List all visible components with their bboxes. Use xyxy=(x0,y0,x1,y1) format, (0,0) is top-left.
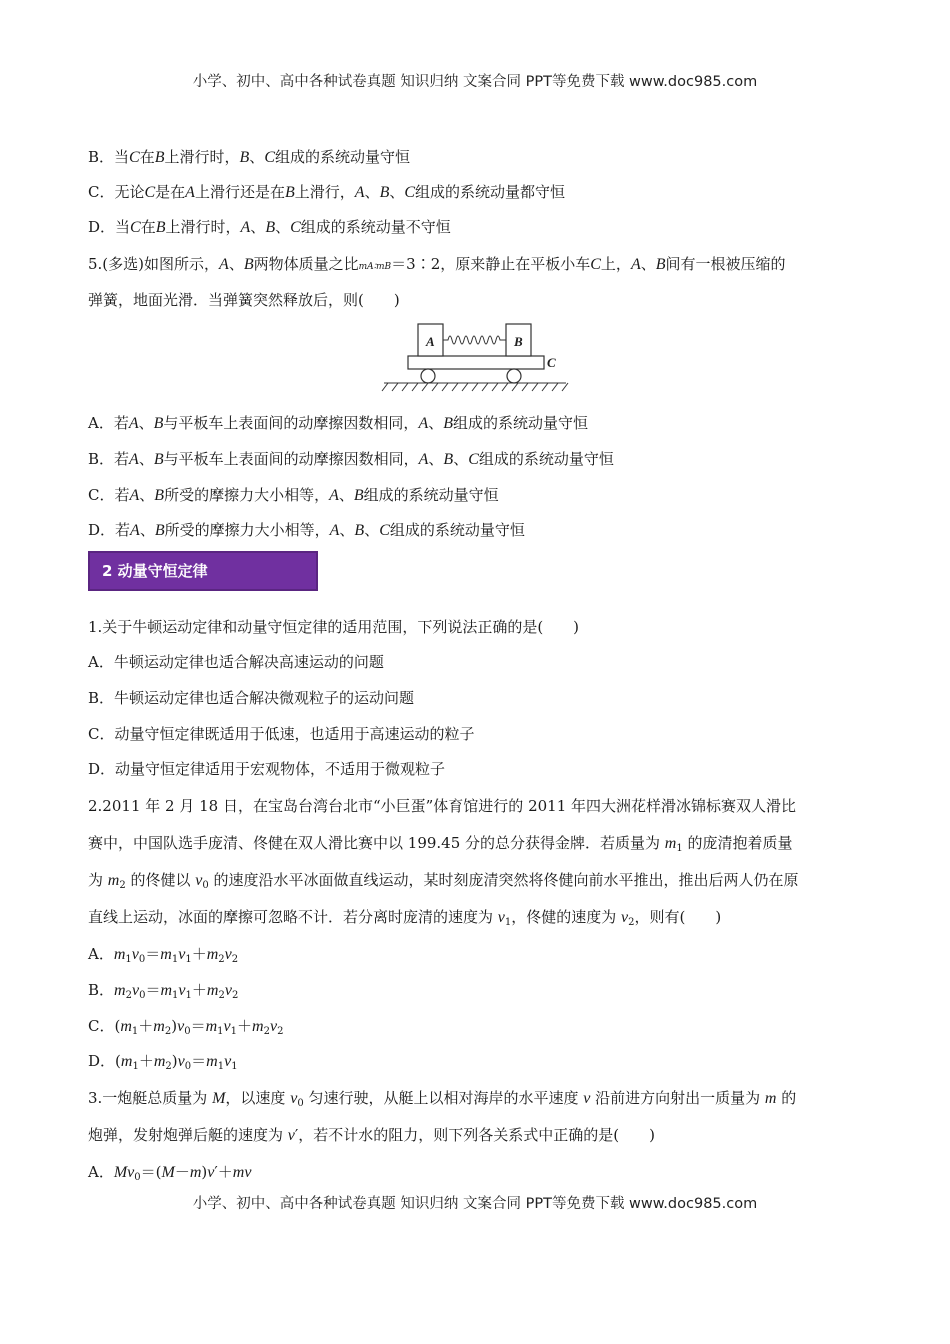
s2q2-line2: 赛中，中国队选手庞清、佟健在双人滑比赛中以 199.45 分的总分获得金牌．若质量为 $m_1$ 的庞清抱着质量 xyxy=(88,834,793,854)
s2q2-b-label: B． xyxy=(88,981,115,999)
s2q3-l1-t3: 匀速行驶，从艇上以相对海岸的水平速度 xyxy=(303,1089,584,1107)
q5-option-d: D．若A、B所受的摩擦力大小相等，A、B、C组成的系统动量守恒 xyxy=(88,521,525,539)
compressed-spring xyxy=(443,336,506,344)
q5-stem-line1: 5.(多选)如图所示，A、B两物体质量之比mA∶mB＝3∶2，原来静止在平板小车C上，A、B间有一根被压缩的 xyxy=(88,255,786,273)
q4d-t4: 、 xyxy=(250,218,266,236)
q4-option-c: C．无论C是在A上滑行还是在B上滑行，A、B、C组成的系统动量都守恒 xyxy=(88,183,566,201)
q4c-t4: 上滑行， xyxy=(294,183,355,201)
s2q2-l3-t3: 的速度沿水平冰面做直线运动，某时刻庞清突然将佟健向前水平推出，推出后两人仍在原 xyxy=(208,871,799,889)
q4b-t1: B．当 xyxy=(88,148,130,166)
q5a-t5: 组成的系统动量守恒 xyxy=(453,414,589,432)
q5c-t1: C．若 xyxy=(88,486,130,504)
s2q2-l2-t1: 赛中，中国队选手庞清、佟健在双人滑比赛中以 199.45 分的总分获得金牌．若质量为 xyxy=(88,834,665,852)
q5d-t5: 、 xyxy=(364,521,380,539)
q4c-t2: 是在 xyxy=(155,183,186,201)
s2q2-option-a: A．$m_1v_0=m_1v_1+m_2v_2$ xyxy=(88,945,239,965)
q5s-t7: 、 xyxy=(640,255,656,273)
q4b-t2: 在 xyxy=(139,148,155,166)
cart-board xyxy=(408,356,544,369)
q5c-t3: 所受的摩擦力大小相等， xyxy=(164,486,330,504)
q5c-t2: 、 xyxy=(139,486,155,504)
q5b-t4: 、 xyxy=(428,450,444,468)
label-b: B xyxy=(514,334,523,349)
q5a-t4: 、 xyxy=(428,414,444,432)
q4d-t5: 、 xyxy=(275,218,291,236)
q4c-t1: C．无论 xyxy=(88,183,145,201)
s2q3-a-label: A． xyxy=(88,1163,114,1181)
label-c: C xyxy=(547,355,556,370)
q4d-t3: 上滑行时， xyxy=(165,218,241,236)
q4d-t2: 在 xyxy=(140,218,156,236)
s2q1-option-d: D．动量守恒定律适用于宏观物体，不适用于微观粒子 xyxy=(88,760,446,778)
q4d-t1: D．当 xyxy=(88,218,131,236)
q5-option-b: B．若A、B与平板车上表面间的动摩擦因数相同，A、B、C组成的系统动量守恒 xyxy=(88,450,614,468)
s2q3-l1-t2: ，以速度 xyxy=(225,1089,291,1107)
q4b-t4: 、 xyxy=(249,148,265,166)
q5d-t1: D．若 xyxy=(88,521,131,539)
q5c-t5: 组成的系统动量守恒 xyxy=(363,486,499,504)
q5s-t5: ＝3∶2，原来静止在平板小车 xyxy=(391,255,591,273)
q5c-t4: 、 xyxy=(338,486,354,504)
s2q2-option-c: C．$(m_1+m_2)v_0=m_1v_1+m_2v_2$ xyxy=(88,1017,284,1037)
q5-stem-line2: 弹簧，地面光滑．当弹簧突然释放后，则( ) xyxy=(88,291,400,309)
q5s-t8: 间有一根被压缩的 xyxy=(665,255,786,273)
mass-ratio-label: mA∶mB xyxy=(358,262,392,272)
q5a-t3: 与平板车上表面间的动摩擦因数相同， xyxy=(163,414,419,432)
q5a-t2: 、 xyxy=(138,414,154,432)
q4b-t5: 组成的系统动量守恒 xyxy=(274,148,410,166)
s2q3-l1-t5: 的 xyxy=(776,1089,797,1107)
s2q2-l4-t2: ，佟健的速度为 xyxy=(511,908,622,926)
s2q1-option-a: A．牛顿运动定律也适合解决高速运动的问题 xyxy=(88,653,384,671)
q5b-t1: B．若 xyxy=(88,450,130,468)
q5s-t2: 、 xyxy=(228,255,244,273)
s2q2-l4-t1: 直线上运动，冰面的摩擦可忽略不计．若分离时庞清的速度为 xyxy=(88,908,498,926)
q5b-t5: 、 xyxy=(453,450,469,468)
s2q2-line3: 为 $m_2$ 的佟健以 $v_0$ 的速度沿水平冰面做直线运动，某时刻庞清突然将佟健向前水平推出，推出后两人仍在原 xyxy=(88,871,799,891)
q5d-t2: 、 xyxy=(139,521,155,539)
s2q2-a-label: A． xyxy=(88,945,114,963)
ground-hatching xyxy=(382,383,568,391)
s2q2-l3-t1: 为 xyxy=(88,871,108,889)
q5s-t1: 5.(多选)如图所示， xyxy=(88,255,220,273)
q4-option-d: D．当C在B上滑行时，A、B、C组成的系统动量不守恒 xyxy=(88,218,451,236)
s2q2-option-d: D．$(m_1+m_2)v_0=m_1v_1$ xyxy=(88,1052,238,1072)
s2q3-l1-t4: 沿前进方向射出一质量为 xyxy=(590,1089,765,1107)
s2q3-line2: 炮弹，发射炮弹后艇的速度为 v′，若不计水的阻力，则下列各关系式中正确的是( ) xyxy=(88,1126,656,1144)
label-a: A xyxy=(426,334,435,349)
q4b-t3: 上滑行时， xyxy=(164,148,240,166)
s2q2-d-label: D． xyxy=(88,1052,116,1070)
s2q1-stem: 1.关于牛顿运动定律和动量守恒定律的适用范围，下列说法正确的是( ) xyxy=(88,618,580,636)
q4c-t7: 组成的系统动量都守恒 xyxy=(415,183,566,201)
s2q2-option-b: B．$m_2v_0=m_1v_1+m_2v_2$ xyxy=(88,981,239,1001)
q5d-t6: 组成的系统动量守恒 xyxy=(389,521,525,539)
q5-option-c: C．若A、B所受的摩擦力大小相等，A、B组成的系统动量守恒 xyxy=(88,486,499,504)
page-header: 小学、初中、高中各种试卷真题 知识归纳 文案合同 PPT等免费下载 www.doc985.com xyxy=(192,74,758,90)
q5a-t1: A．若 xyxy=(88,414,129,432)
s2q2-l4-t3: ，则有( ) xyxy=(634,908,722,926)
s2q2-line1: 2.2011 年 2 月 18 日，在宝岛台湾台北市“小巨蛋”体育馆进行的 2011 年四大洲花样滑冰锦标赛双人滑比 xyxy=(88,797,797,815)
q5d-t3: 所受的摩擦力大小相等， xyxy=(164,521,330,539)
s2q3-l2-t1: 炮弹，发射炮弹后艇的速度为 xyxy=(88,1126,288,1144)
s2q2-c-label: C． xyxy=(88,1017,115,1035)
q4c-t3: 上滑行还是在 xyxy=(194,183,285,201)
q5-option-a: A．若A、B与平板车上表面间的动摩擦因数相同，A、B组成的系统动量守恒 xyxy=(88,414,589,432)
q5b-t2: 、 xyxy=(138,450,154,468)
cart-spring-figure xyxy=(380,320,570,395)
section-heading: 2 动量守恒定律 xyxy=(88,551,318,591)
s2q1-option-b: B．牛顿运动定律也适合解决微观粒子的运动问题 xyxy=(88,689,415,707)
q5d-t4: 、 xyxy=(339,521,355,539)
s2q1-option-c: C．动量守恒定律既适用于低速，也适用于高速运动的粒子 xyxy=(88,725,475,743)
s2q2-l2-t2: 的庞清抱着质量 xyxy=(682,834,793,852)
s2q2-line4: 直线上运动，冰面的摩擦可忽略不计．若分离时庞清的速度为 $v_1$，佟健的速度为 $v_2$，则有( ) xyxy=(88,908,722,928)
cart-wheel-left xyxy=(421,369,435,383)
s2q3-line1: 3.一炮艇总质量为 M，以速度 $v_0$ 匀速行驶，从艇上以相对海岸的水平速度 v 沿前进方向射出一质量为 m 的 xyxy=(88,1089,797,1109)
q4c-t6: 、 xyxy=(389,183,405,201)
q4d-t6: 组成的系统动量不守恒 xyxy=(300,218,451,236)
cart-wheel-right xyxy=(507,369,521,383)
s2q3-l1-t1: 3.一炮艇总质量为 xyxy=(88,1089,213,1107)
s2q3-option-a: A．$Mv_0=(M-m)v'+mv$ xyxy=(88,1163,252,1183)
q5b-t6: 组成的系统动量守恒 xyxy=(478,450,614,468)
q4c-t5: 、 xyxy=(364,183,380,201)
s2q2-l3-t2: 的佟健以 xyxy=(125,871,196,889)
page-footer: 小学、初中、高中各种试卷真题 知识归纳 文案合同 PPT等免费下载 www.doc985.com xyxy=(192,1196,758,1212)
s2q3-l2-t2: ，若不计水的阻力，则下列各关系式中正确的是( ) xyxy=(298,1126,656,1144)
q5s-t6: 上， xyxy=(600,255,631,273)
q4-option-b: B．当C在B上滑行时，B、C组成的系统动量守恒 xyxy=(88,148,410,166)
q5s-t3: 两物体质量之比 xyxy=(253,255,359,273)
q5b-t3: 与平板车上表面间的动摩擦因数相同， xyxy=(163,450,419,468)
